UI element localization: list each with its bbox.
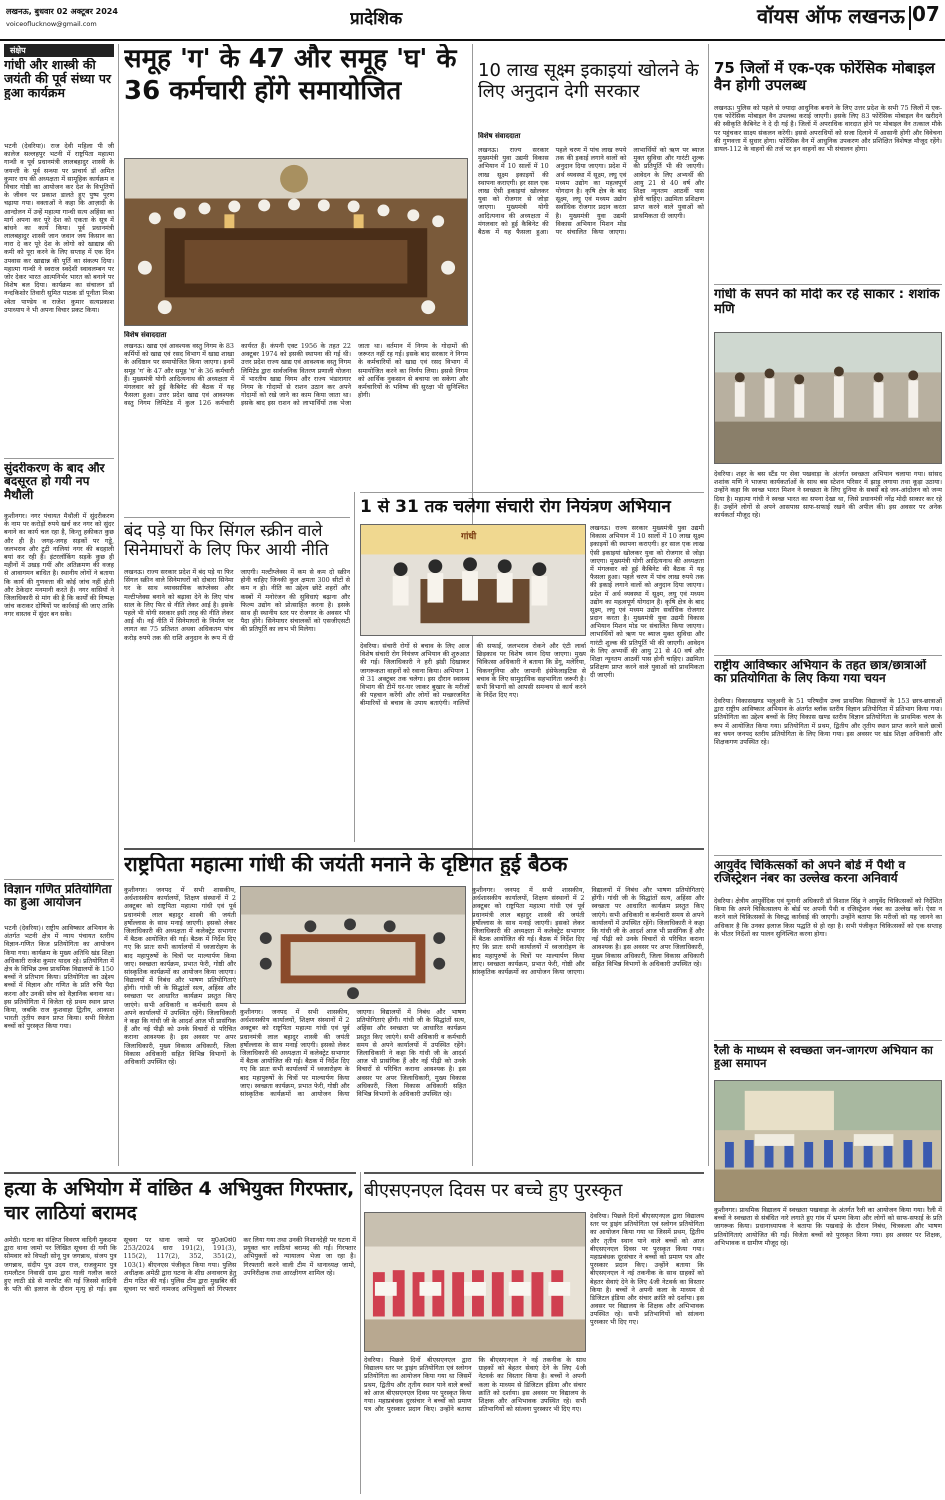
sankshep-tag: संक्षेप: [4, 44, 114, 57]
sundarikaran-headline: सुंदरीकरण के बाद और बदसूरत हो गयी नप मैथौली: [4, 462, 105, 502]
health-campaign-photo: [360, 524, 586, 636]
sankshep-headline: गांधी और शास्त्री की जयंती की पूर्व संध्या पर हुआ कार्यक्रम: [4, 58, 112, 100]
section-label: प्रादेशिक: [350, 9, 403, 29]
gandhi-baithak-body-3: कुशीनगर। जनपद में सभी शासकीय, अर्धशासकीय कार्यालयों, शिक्षण संस्थानों में 2 अक्टूबर को राष्ट्रपिता महात्मा गांधी एवं पूर्व प्रधानमंत्री लाल बहादुर शास्त्री की जयंती हर्षोल्लास के साथ मनाई जाएगी। इसको लेकर जिलाधिकारी की अध्यक्षता में कलेक्ट्रेट सभागार में बैठक आयोजित की गई। बैठक में निर्देश दिए गए कि प्रातः सभी कार्यालयों में ध्वजारोहण के बाद महापुरुषों के चित्रों पर माल्यार्पण किया जाए। स्वच्छता कार्यक्रम, प्रभात फेरी, गोष्ठी और सांस्कृतिक कार्यक्रमों का आयोजन किया जाएगा। विद्यालयों में निबंध और भाषण प्रतियोगिताएं होंगी। गांधी जी के सिद्धांतों सत्य, अहिंसा और स्वच्छता पर आधारित कार्यक्रम प्रस्तुत किए जाएंगे। सभी अधिकारी व कर्मचारी समय से अपने कार्यालयों में उपस्थित रहेंगे। जिलाधिकारी ने कहा कि गांधी जी के आदर्श आज भी प्रासंगिक हैं और नई पीढ़ी को उनके विचारों से परिचित कराना आवश्यक है। इस अवसर पर अपर जिलाधिकारी, मुख्य विकास अधिकारी, जिला विकास अधिकारी सहित विभिन्न विभागों के अधिकारी उपस्थित रहे।: [472, 886, 704, 976]
hatya-headline: हत्या के अभियोग में वांछित 4 अभियुक्त गिरफ्तार, चार लाठियां बरामद: [4, 1178, 355, 1224]
forensic-body: लखनऊ। पुलिस को पहले से ज्यादा आधुनिक बनाने के लिए उत्तर प्रदेश के सभी 75 जिलों में एक-एक फोरेंसिक मोबाइल वैन उपलब्ध कराई जाएगी। इसके लिए 83 फोरेंसिक मोबाइल वैन खरीदने की स्वीकृति कैबिनेट ने दे दी गई है। जिलों में अपराधिक वारदात होने पर मोबाइल वैन तत्काल मौके पर पहुंचकर साक्ष्य संकलन करेगी। इससे अपराधियों को सजा दिलाने में आसानी होगी और विवेचना की गुणवत्ता में सुधार होगा। फोरेंसिक वैन में आधुनिक उपकरण और प्रशिक्षित विशेषज्ञ मौजूद रहेंगे। डायल-112 के वाहनों की तर्ज पर इन वाहनों का भी संचालन होगा।: [714, 104, 942, 153]
paper-name: वॉयस ऑफ लखनऊ: [757, 4, 905, 28]
divider: [364, 1172, 704, 1174]
ayurved-headline: आयुर्वेद चिकित्सकों को अपने बोर्ड में पैथी व रजिस्ट्रेशन नंबर का उल्लेख करना अनिवार्य: [714, 859, 906, 886]
column-rule: [118, 44, 119, 1166]
column-rule: [708, 44, 709, 1166]
divider: [714, 1040, 942, 1041]
sankshep-body: भटनी (देवरिया)। राज देवी महिला पी जी कालेज सल्लहपुर भटनी में राष्ट्रपिता महात्मा गान्धी व पूर्व प्रधानमंत्री लालबहादुर शास्त्री के जयन्ती के पूर्व सन्ध्या पर प्राचार्य डॉ अमित कुमार राय की अध्यक्षता में सामूहिक कार्यक्रम व विचार गोष्ठी का आयोजन कर देश के विभूतियों के जीवन पर प्रकाश डालते हुए पुष्प पूरण चढ़ाया गया। वक्ताओं ने कहा कि आज़ादी के आन्दोलन में उन्हें महात्मा गान्धी सत्य अहिंसा का मार्ग अपना कर पूरे देश को एकता के सूत्र में बांधने का कार्य किया। पूर्व प्रधानमंत्री लालबहादुर शास्त्री जान जवान जय किसान का नारा दे कर पूरे देश के लोगो को खाद्यान्न की कमी को पूरा करने के लिए सप्ताह में एक दिन उपवास कर खाद्यान्न की पूर्ति का संकल्प दिया। महात्मा गान्धी ने स्वराज स्वदेशी स्वावलम्बन पर जोर देकर भारत आत्मनिर्भर भारत को बनाने पर विशेष बल दिया। कार्यक्रम का संचालन डॉ नन्दकिशोर तिवारी सुमित पाठक डॉ पूनीता मिश्रा श्वेता पाण्डेय व राजेश कुमार सत्यप्रकाश उपाध्याय ने भी अपना विचार प्रकट किया।: [4, 142, 114, 314]
masthead-email: voiceoflucknow@gmail.com: [6, 20, 97, 28]
sanchari-body-cont: [590, 524, 704, 842]
divider: [714, 655, 942, 656]
gandhi-sapne-headline: गांधी के सपने को मोदी कर रहे साकार : शशांक मणि: [714, 288, 940, 317]
divider: [4, 458, 114, 459]
gandhi-baithak-headline: राष्ट्रपिता महात्मा गांधी की जयंती मनाने के दृष्टिगत हुई बैठक: [124, 853, 568, 876]
bsnl-body-cont: देवरिया। पिछले दिनों बीएसएनएल द्वारा विद्यालय स्तर पर ड्राइंग प्रतियोगिता एवं स्लोगन प्रतियोगिता का आयोजन किया गया था जिसमें प्रथम, द्वितीय और तृतीय स्थान पाने वाले बच्चों को आज बीएसएनएल दिवस पर पुरस्कृत किया गया। महाप्रबंधक दूरसंचार ने बच्चों को प्रमाण पत्र और पुरस्कार प्रदान किए। उन्होंने बताया कि बीएसएनएल ने नई तकनीक के साथ ग्राहकों को बेहतर सेवाएं देने के लिए 4जी नेटवर्क का विस्तार किया है। बच्चों ने अपनी कला के माध्यम से डिजिटल इंडिया और संचार क्रांति को दर्शाया। इस अवसर पर विद्यालय के शिक्षक और अभिभावक उपस्थित रहे। सभी प्रतिभागियों को सांत्वना पुरस्कार भी दिए गए।: [590, 1212, 704, 1327]
avishkar-body: देवरिया। विकासखण्ड भलुअनी के 51 परिषदीय उच्च प्राथमिक विद्यालयों के 153 छात्र-छात्राओं द्वारा राष्ट्रीय आविष्कार अभियान के अंतर्गत ब्लॉक स्तरीय विज्ञान प्रतियोगिता में प्रतिभाग किया गया। प्रतियोगिता का उद्देश्य बच्चों के लिए विकास खण्ड स्तरीय विज्ञान प्रतियोगिता के प्राथमिक चरण के रूप में आयोजित किया गया। प्रतियोगिता में प्रथम, द्वितीय और तृतीय स्थान प्राप्त करने वाले छात्रों का चयन जनपद स्तरीय प्रतियोगिता के लिए किया गया। इस अवसर पर खंड शिक्षा अधिकारी और शिक्षकगण उपस्थित रहे।: [714, 697, 942, 746]
anudan-headline: 10 लाख सूक्ष्म इकाइयां खोलने के लिए अनुदान देगी सरकार: [478, 60, 699, 103]
bsnl-children-photo: [364, 1212, 586, 1352]
gandhi-sapne-body: देवरिया। शहर के बस स्टैंड पर सेवा पखवाड़ा के अंतर्गत स्वच्छता अभियान चलाया गया। सांसद शशांक मणि ने भाजपा कार्यकर्ताओं के साथ बस स्टेशन परिसर में झाड़ू लगाया तथा कूड़ा उठाया। उन्होंने कहा कि स्वच्छ भारत मिशन ने स्वच्छता के लिए दुनिया के सबसे बड़े जन-आंदोलन को जन्म दिया है। महात्मा गांधी ने स्वच्छ भारत का सपना देखा था, जिसे प्रधानमंत्री नरेंद्र मोदी साकार कर रहे हैं। उन्होंने लोगों से अपने आसपास साफ-सफाई रखने की अपील की। इस अवसर पर अनेक कार्यकर्ता मौजूद रहे।: [714, 470, 942, 519]
anudan-body: लखनऊ। राज्य सरकार मुख्यमंत्री युवा उद्यमी विकास अभियान में 10 सालों में 10 लाख सूक्ष्म इकाइयों की स्थापना कराएगी। हर साल एक लाख ऐसी इकाइयां खोलकर युवा को रोजगार से जोड़ा जाएगा। मुख्यमंत्री योगी आदित्यनाथ की अध्यक्षता में मंगलवार को हुई कैबिनेट की बैठक में यह फैसला हुआ। पहले चरण में पांच लाख रुपये तक की इकाई लगाने वालों को अनुदान दिया जाएगा। प्रदेश में अर्थ व्यवस्था में सूक्ष्म, लघु एवं मध्यम उद्योग का महत्वपूर्ण योगदान है। कृषि क्षेत्र के बाद सूक्ष्म, लघु एवं मध्यम उद्योग सर्वाधिक रोजगार प्रदान करता है। मुख्यमंत्री युवा उद्यमी विकास अभियान मिशन मोड पर संचालित किया जाएगा। लाभार्थियों को ऋण पर ब्याज मुक्त सुविधा और गारंटी शुल्क की प्रतिपूर्ति भी की जाएगी। आवेदन के लिए अभ्यर्थी की आयु 21 से 40 वर्ष और शिक्षा न्यूनतम आठवीं पास होनी चाहिए। उद्यमिता प्रशिक्षण प्राप्त करने वाले युवाओं को प्राथमिकता दी जाएगी।: [478, 146, 704, 236]
divider: [124, 848, 704, 850]
masthead-date: लखनऊ, बुधवार 02 अक्टूबर 2024: [6, 7, 118, 16]
anudan-byline: विशेष संवाददाता: [478, 132, 521, 140]
masthead-rule: [0, 39, 945, 41]
avishkar-headline: राष्ट्रीय आविष्कार अभियान के तहत छात्र/छात्राओं का प्रतियोगिता के लिए किया गया चयन: [714, 659, 927, 686]
divider: [124, 517, 350, 518]
column-rule: [354, 492, 355, 842]
bsnl-headline: बीएसएनएल दिवस पर बच्चे हुए पुरस्कृत: [364, 1180, 623, 1201]
gandhi-baithak-body-2: कुशीनगर। जनपद में सभी शासकीय, अर्धशासकीय कार्यालयों, शिक्षण संस्थानों में 2 अक्टूबर को राष्ट्रपिता महात्मा गांधी एवं पूर्व प्रधानमंत्री लाल बहादुर शास्त्री की जयंती हर्षोल्लास के साथ मनाई जाएगी। इसको लेकर जिलाधिकारी की अध्यक्षता में कलेक्ट्रेट सभागार में बैठक आयोजित की गई। बैठक में निर्देश दिए गए कि प्रातः सभी कार्यालयों में ध्वजारोहण के बाद महापुरुषों के चित्रों पर माल्यार्पण किया जाए। स्वच्छता कार्यक्रम, प्रभात फेरी, गोष्ठी और सांस्कृतिक कार्यक्रमों का आयोजन किया जाएगा। विद्यालयों में निबंध और भाषण प्रतियोगिताएं होंगी। गांधी जी के सिद्धांतों सत्य, अहिंसा और स्वच्छता पर आधारित कार्यक्रम प्रस्तुत किए जाएंगे। सभी अधिकारी व कर्मचारी समय से अपने कार्यालयों में उपस्थित रहेंगे। जिलाधिकारी ने कहा कि गांधी जी के आदर्श आज भी प्रासंगिक हैं और नई पीढ़ी को उनके विचारों से परिचित कराना आवश्यक है। इस अवसर पर अपर जिलाधिकारी, मुख्य विकास अधिकारी, जिला विकास अधिकारी सहित विभिन्न विभागों के अधिकारी उपस्थित रहे।: [240, 1008, 466, 1098]
sundarikaran-body: कुशीनगर। नगर पंचायत मैथौली में सुंदरीकरण के नाम पर करोड़ों रुपये खर्च कर नगर को सुंदर बनाने का कार्य चल रहा है, किन्तु हकीकत कुछ और ही है। जगह-जगह सड़कों पर गड्ढे, जलभराव और टूटी नालियां नगर की बदहाली बयां कर रही हैं। इंटरलॉकिंग सड़कें कुछ ही महीनों में उखड़ गयीं और अतिक्रमण की वजह से आवागमन बाधित है। स्थानीय लोगों ने बताया कि कार्य की गुणवत्ता की कोई जांच नहीं होती और ठेकेदार मनमानी करते हैं। नगर वासियों ने जिलाधिकारी से मांग की है कि कार्यों की निष्पक्ष जांच कराकर दोषियों पर कार्रवाई की जाए ताकि नगर वास्तव में सुंदर बन सके।: [4, 512, 114, 619]
hatya-body: अमेठी। घटना का संक्षिप्त विवरण वादिनी मुकदमा द्वारा थाना जामो पर लिखित सूचना दी गयी कि सोमवार को विपक्षी सोनू पुत्र जगन्नाथ, संजय पुत्र जगन्नाथ, संदीप पुत्र उदय राज, राजकुमार पुत्र रामलौटन निवासी ग्राम द्वारा गाली गलौज करते हुए लाठी डंडे से मारपीट की गई जिससे वादिनी के पति की इलाज के दौरान मृत्यु हो गई। इस सूचना पर थाना जामो पर मु0अ0सं0 253/2024 धारा 191(2), 191(3), 115(2), 117(2), 352, 351(2), 103(1) बीएनएस पंजीकृत किया गया। पुलिस अधीक्षक अमेठी द्वारा घटना के शीघ्र अनावरण हेतु टीम गठित की गई। पुलिस टीम द्वारा मुखबिर की सूचना पर चारों नामजद अभियुक्तों को गिरफ्तार कर लिया गया तथा उनकी निशानदेही पर घटना में प्रयुक्त चार लाठियां बरामद की गईं। गिरफ्तार अभियुक्तों को न्यायालय भेजा जा रहा है। गिरफ्तारी करने वाली टीम में थानाध्यक्ष जामो, उपनिरीक्षक तथा आरक्षीगण शामिल रहे।: [4, 1236, 356, 1294]
samayojit-byline: विशेष संवाददाता: [124, 331, 167, 339]
sanchari-headline: 1 से 31 तक चलेगा संचारी रोग नियंत्रण अभियान: [360, 498, 671, 517]
divider: [714, 855, 942, 856]
page-number-divider: [909, 6, 911, 30]
bsnl-body: देवरिया। पिछले दिनों बीएसएनएल द्वारा विद्यालय स्तर पर ड्राइंग प्रतियोगिता एवं स्लोगन प्रतियोगिता का आयोजन किया गया था जिसमें प्रथम, द्वितीय और तृतीय स्थान पाने वाले बच्चों को आज बीएसएनएल दिवस पर पुरस्कृत किया गया। महाप्रबंधक दूरसंचार ने बच्चों को प्रमाण पत्र और पुरस्कार प्रदान किए। उन्होंने बताया कि बीएसएनएल ने नई तकनीक के साथ ग्राहकों को बेहतर सेवाएं देने के लिए 4जी नेटवर्क का विस्तार किया है। बच्चों ने अपनी कला के माध्यम से डिजिटल इंडिया और संचार क्रांति को दर्शाया। इस अवसर पर विद्यालय के शिक्षक और अभिभावक उपस्थित रहे। सभी प्रतिभागियों को सांत्वना पुरस्कार भी दिए गए।: [364, 1356, 586, 1414]
vigyan-headline: विज्ञान गणित प्रतियोगिता का हुआ आयोजन: [4, 883, 112, 910]
swachhata-body: कुशीनगर। प्राथमिक विद्यालय में स्वच्छता पखवाड़ा के अंतर्गत रैली का आयोजन किया गया। रैली में बच्चों ने स्वच्छता से संबंधित नारे लगाते हुए गांव में भ्रमण किया और लोगों को साफ-सफाई के प्रति जागरूक किया। प्रधानाध्यापक ने बताया कि पखवाड़े के दौरान निबंध, चित्रकला और भाषण प्रतियोगिताएं आयोजित की गईं। विजेता बच्चों को पुरस्कृत किया गया। इस अवसर पर शिक्षक, अभिभावक व ग्रामीण मौजूद रहे।: [714, 1206, 942, 1247]
samayojit-headline: समूह 'ग' के 47 और समूह 'घ' के 36 कर्मचारी होंगे समायोजित: [124, 44, 457, 106]
cleaning-drive-photo: [714, 332, 942, 464]
samayojit-body: लखनऊ। खाद्य एवं आवश्यक वस्तु निगम के 83 कर्मियों को खाद्य एवं रसद विभाग में खाद्य शाखा के अधिष्ठान पर समायोजित किया जाएगा। इनमें समूह 'ग' के 47 और समूह 'घ' के 36 कर्मचारी हैं। मुख्यमंत्री योगी आदित्यनाथ की अध्यक्षता में मंगलवार को हुई कैबिनेट की बैठक में यह फैसला हुआ। उत्तर प्रदेश खाद्य एवं आवश्यक वस्तु निगम लिमिटेड में कुल 126 कर्मचारी कार्यरत हैं। कंपनी एक्ट 1956 के तहत 22 अक्टूबर 1974 को इसकी स्थापना की गई थी। उत्तर प्रदेश राज्य खाद्य एवं आवश्यक वस्तु निगम लिमिटेड द्वारा सार्वजनिक वितरण प्रणाली योजना में भारतीय खाद्य निगम और राज्य भंडारागार निगम के गोदामों से राशन उठान कर अपने गोदामों को रखे जाने का काम किया जाता था। इसके बाद इस राशन को लाभार्थियों तक भेजा जाता था। वर्तमान में निगम के गोदामों की जरूरत नहीं रह गई। इसके बाद सरकार ने निगम के कर्मचारियों को खाद्य एवं रसद विभाग में समायोजित करने का निर्णय लिया। इससे निगम को आर्थिक नुकसान से बचाया जा सकेगा और कर्मचारियों के भविष्य की सुरक्षा भी सुनिश्चित होगी।: [124, 342, 468, 408]
divider: [360, 492, 704, 493]
forensic-headline: 75 जिलों में एक-एक फोरेंसिक मोबाइल वैन होगी उपलब्ध: [714, 60, 935, 94]
divider: [4, 1172, 356, 1174]
cabinet-meeting-photo: [124, 158, 468, 326]
sanchari-body: देवरिया। संचारी रोगों से बचाव के लिए आज विशेष संचारी रोग नियंत्रण अभियान की शुरुआत की गई। जिलाधिकारी ने हरी झंडी दिखाकर जागरूकता वाहनों को रवाना किया। अभियान 1 से 31 अक्टूबर तक चलेगा। इस दौरान स्वास्थ्य विभाग की टीमें घर-घर जाकर बुखार के मरीजों की पहचान करेंगी और लोगों को मच्छरजनित बीमारियों से बचाव के उपाय बताएंगी। नालियों की सफाई, जलभराव रोकने और एंटी लार्वा छिड़काव पर विशेष ध्यान दिया जाएगा। मुख्य चिकित्सा अधिकारी ने बताया कि डेंगू, मलेरिया, चिकनगुनिया और जापानी इंसेफेलाइटिस से बचाव के लिए सामुदायिक सहभागिता जरूरी है। सभी विभागों को आपसी समन्वय से कार्य करने के निर्देश दिए गए।: [360, 642, 586, 708]
page-number: 07: [912, 2, 940, 26]
swachhata-headline: रैली के माध्यम से स्वच्छता जन-जागरण अभियान का हुआ समापन: [714, 1044, 933, 1070]
gandhi-banner-text: गांधी: [461, 532, 477, 542]
cinema-headline: बंद पड़े या फिर सिंगल स्क्रीन वाले सिनेमाघरों के लिए फिर आयी नीति: [124, 521, 329, 560]
meeting-hall-photo: [240, 886, 466, 1004]
gandhi-baithak-body-1: कुशीनगर। जनपद में सभी शासकीय, अर्धशासकीय कार्यालयों, शिक्षण संस्थानों में 2 अक्टूबर को राष्ट्रपिता महात्मा गांधी एवं पूर्व प्रधानमंत्री लाल बहादुर शास्त्री की जयंती हर्षोल्लास के साथ मनाई जाएगी। इसको लेकर जिलाधिकारी की अध्यक्षता में कलेक्ट्रेट सभागार में बैठक आयोजित की गई। बैठक में निर्देश दिए गए कि प्रातः सभी कार्यालयों में ध्वजारोहण के बाद महापुरुषों के चित्रों पर माल्यार्पण किया जाए। स्वच्छता कार्यक्रम, प्रभात फेरी, गोष्ठी और सांस्कृतिक कार्यक्रमों का आयोजन किया जाएगा। विद्यालयों में निबंध और भाषण प्रतियोगिताएं होंगी। गांधी जी के सिद्धांतों सत्य, अहिंसा और स्वच्छता पर आधारित कार्यक्रम प्रस्तुत किए जाएंगे। सभी अधिकारी व कर्मचारी समय से अपने कार्यालयों में उपस्थित रहेंगे। जिलाधिकारी ने कहा कि गांधी जी के आदर्श आज भी प्रासंगिक हैं और नई पीढ़ी को उनके विचारों से परिचित कराना आवश्यक है। इस अवसर पर अपर जिलाधिकारी, मुख्य विकास अधिकारी, जिला विकास अधिकारी सहित विभिन्न विभागों के अधिकारी उपस्थित रहे।: [124, 886, 236, 1066]
divider: [714, 284, 942, 285]
column-rule: [360, 1172, 361, 1494]
cinema-body: लखनऊ। राज्य सरकार प्रदेश में बंद पड़े या फिर सिंगल स्क्रीन वाले सिनेमाघरों को दोबारा सिनेमा घर के साथ व्यावसायिक कांप्लेक्स और मल्टीप्लेक्स बनाने को बढ़ावा देने के लिए पांच साल के लिए फिर से नीति लेकर आई है। इसके पहले भी योगी सरकार इसी तरह की नीति लेकर आई थी। नई नीति में सिनेमाघरों के निर्माण पर लागत का 75 प्रतिशत अथवा अधिकतम पांच करोड़ रुपये तक की राशि अनुदान के रूप में दी जाएगी। मल्टीप्लेक्स में कम से कम दो स्क्रीन होनी चाहिए जिनकी कुल क्षमता 300 सीटों से कम न हो। नीति का उद्देश्य छोटे शहरों और कस्बों में मनोरंजन की सुविधाएं बढ़ाना और फिल्म उद्योग को प्रोत्साहित करना है। इसके साथ ही स्थानीय स्तर पर रोजगार के अवसर भी पैदा होंगे। सिनेमाघर संचालकों को एसजीएसटी की प्रतिपूर्ति का लाभ भी मिलेगा।: [124, 568, 350, 642]
vigyan-body: भटनी (देवरिया)। राष्ट्रीय आविष्कार अभियान के अंतर्गत भटनी क्षेत्र में न्याय पंचायत स्तरीय विज्ञान-गणित किज प्रतियोगिता का आयोजन किया गया। कार्यक्रम के मुख्य अतिथि खंड शिक्षा अधिकारी राजेश कुमार यादव रहे। प्रतियोगिता में क्षेत्र के विभिन्न उच्च प्राथमिक विद्यालयों के 150 बच्चों ने प्रतिभाग किया। प्रतियोगिता का उद्देश्य बच्चों में विज्ञान और गणित के प्रति रुचि पैदा करना और उनकी सोच को वैज्ञानिक बनाना था। इस प्रतियोगिता में विजेता रहे प्रथम स्थान प्राप्त किया, जबकि राज कुशवाहा द्वितीय, आकाश भारती तृतीय स्थान प्राप्त किया। सभी विजेता बच्चों को पुरस्कृत किया गया।: [4, 924, 114, 1031]
school-rally-photo: [714, 1080, 942, 1202]
masthead: [0, 0, 945, 40]
divider: [4, 879, 114, 880]
anudan-continued-text: लखनऊ। राज्य सरकार मुख्यमंत्री युवा उद्यमी विकास अभियान में 10 सालों में 10 लाख सूक्ष्म इकाइयों की स्थापना कराएगी। हर साल एक लाख ऐसी इकाइयां खोलकर युवा को रोजगार से जोड़ा जाएगा। मुख्यमंत्री योगी आदित्यनाथ की अध्यक्षता में मंगलवार को हुई कैबिनेट की बैठक में यह फैसला हुआ। पहले चरण में पांच लाख रुपये तक की इकाई लगाने वालों को अनुदान दिया जाएगा। प्रदेश में अर्थ व्यवस्था में सूक्ष्म, लघु एवं मध्यम उद्योग का महत्वपूर्ण योगदान है। कृषि क्षेत्र के बाद सूक्ष्म, लघु एवं मध्यम उद्योग सर्वाधिक रोजगार प्रदान करता है। मुख्यमंत्री युवा उद्यमी विकास अभियान मिशन मोड पर संचालित किया जाएगा। लाभार्थियों को ऋण पर ब्याज मुक्त सुविधा और गारंटी शुल्क की प्रतिपूर्ति भी की जाएगी। आवेदन के लिए अभ्यर्थी की आयु 21 से 40 वर्ष और शिक्षा न्यूनतम आठवीं पास होनी चाहिए। उद्यमिता प्रशिक्षण प्राप्त करने वाले युवाओं को प्राथमिकता दी जाएगी।: [590, 524, 704, 680]
ayurved-body: देवरिया। क्षेत्रीय आयुर्वेदिक एवं यूनानी अधिकारी डॉ विशाल सिंह ने आयुर्वेद चिकित्सकों को निर्देशित किया कि अपने चिकित्सालय के बोर्ड पर अपनी पैथी व रजिस्ट्रेशन नंबर का उल्लेख करें। ऐसा न करने वाले चिकित्सकों के विरुद्ध कार्रवाई की जाएगी। उन्होंने बताया कि मरीजों को यह जानने का अधिकार है कि उनका इलाज किस पद्धति से हो रहा है। सभी पंजीकृत चिकित्सकों को एक सप्ताह के भीतर निर्देशों का पालन सुनिश्चित करना होगा।: [714, 897, 942, 938]
